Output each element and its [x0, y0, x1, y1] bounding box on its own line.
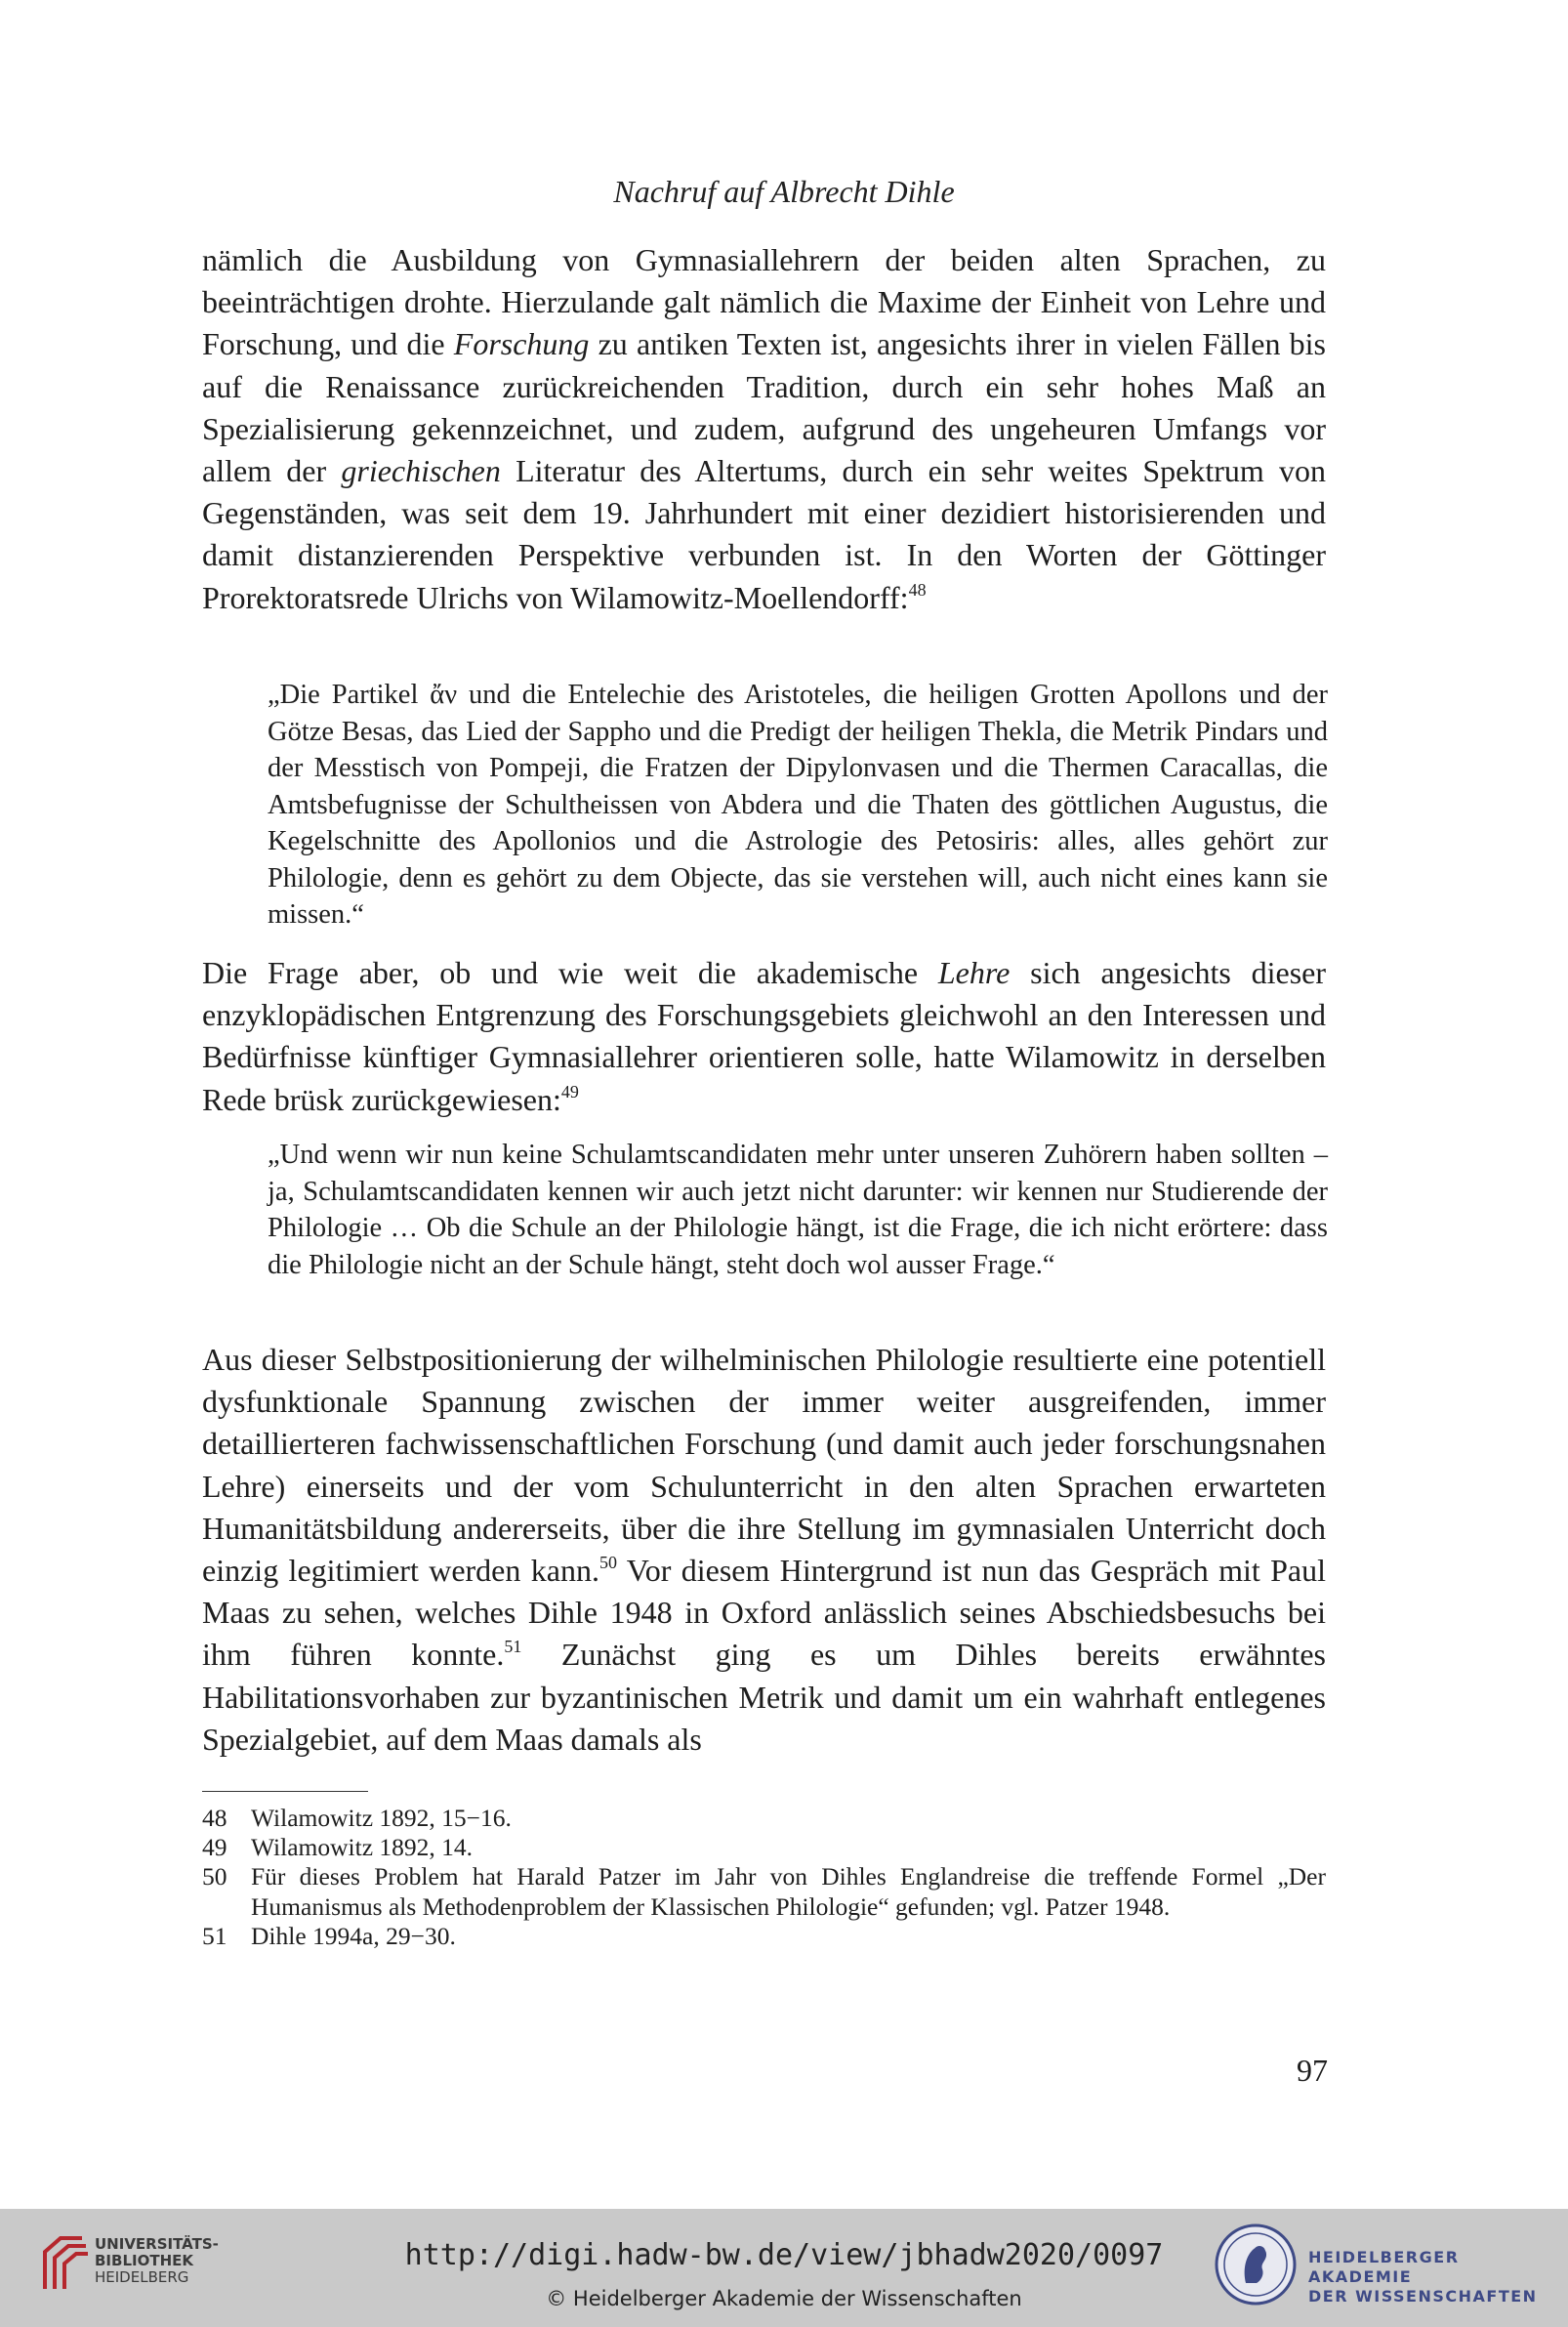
block-quote-2: „Und wenn wir nun keine Schulamtscandidaten mehr unter unseren Zuhörern haben sollten – ja, Schulamtscandidaten kennen wir auch jetzt nicht darunter: wir kennen nur Studierende der Philologie … Ob die Schule an der Philologie hängt, ist die Frage, die ich nicht erörtere: dass die Philologie nicht an der Schule hängt, steht doch wol ausser Frage.“	[268, 1140, 1328, 1280]
page-number: 97	[1297, 2053, 1328, 2088]
text-run: nämlich die Ausbildung von Gymnasiallehrern der beiden alten Sprachen, zu beeinträchtigen drohte. Hierzulande galt nämlich die Maxime der Einheit von Lehre und Forschung, und die	[202, 242, 1326, 362]
text-run: Aus dieser Selbstpositionierung der wilhelminischen Philologie resultierte eine potentiell dysfunktionale Spannung zwischen der immer weiter ausgreifenden, immer detaillierteren fachwissenschaftlichen Forschung (und damit auch jeder forschungsnahen Lehre) einerseits und der vom Schulunterricht in den alten Sprachen erwarteten Humanitätsbildung andererseits, über die ihre Stellung im gymnasialen Unterricht doch einzig legitimiert werden kann.	[202, 1342, 1326, 1589]
footnote-ref: 49	[560, 1081, 579, 1101]
block-quote-1: „Die Partikel ἄν und die Entelechie des Aristoteles, die heiligen Grotten Apollons und der Götze Besas, das Lied der Sappho und die Predigt der heiligen Thekla, die Metrik Pindars und der Messtisch von Pompeji, die Fratzen der Dipylonvasen und die Thermen Caracallas, die Amtsbefugnisse der Schultheissen von Abdera und die Thaten des göttlichen Augustus, die Kegelschnitte des Apollonios und die Astrologie des Petosiris: alles, alles gehört zur Philologie, denn es gehört zu dem Objecte, das sie verstehen will, auch nicht eines kann sie missen.“	[268, 680, 1328, 930]
footnotes	[202, 1804, 1326, 1951]
academy-line: DER WISSENSCHAFTEN	[1308, 2287, 1538, 2306]
italic-run: Forschung	[453, 326, 590, 362]
text-run: zu antiken Texten ist, angesichts ihrer in vielen Fällen bis auf die Renaissance zurückreichenden Tradition, durch ein sehr hohes Maß an Spezialisierung gekennzeichnet, und zudem, aufgrund des ungeheuren Umfangs vor allem der	[202, 326, 1327, 489]
paragraph-1	[202, 239, 1326, 619]
text-run: sich angesichts dieser enzyklopädischen Entgrenzung des Forschungsgebiets gleichwohl an den Interessen und Bedürfnisse künftiger Gymnasiallehrer orientieren solle, hatte Wilamowitz in derselben Rede brüsk zurückgewiesen:	[202, 955, 1327, 1117]
footnote-text: Wilamowitz 1892, 15−16.	[251, 1804, 512, 1832]
footnote-text: Wilamowitz 1892, 14.	[251, 1833, 474, 1862]
footnote-ref: 48	[908, 579, 927, 600]
footer-bar	[0, 2209, 1568, 2327]
footnote-item	[202, 1833, 1326, 1862]
footnote-number: 51	[202, 1921, 227, 1950]
running-header: Nachruf auf Albrecht Dihle	[613, 174, 955, 209]
academy-name	[1308, 2248, 1568, 2306]
italic-run: griechischen	[341, 453, 501, 489]
copyright-notice: © Heidelberger Akademie der Wissenschaften	[546, 2287, 1022, 2310]
footnote-ref: 50	[598, 1553, 617, 1573]
text-run: Literatur des Altertums, durch ein sehr weites Spektrum von Gegenständen, was seit dem 19. Jahrhundert mit einer dezidiert historisierenden und damit distanzierenden Perspektive verbunden ist. In den Worten der Göttinger Prorektoratsrede Ulrichs von Wilamowitz-Moellendorff:	[202, 453, 1327, 615]
ub-line: BIBLIOTHEK	[95, 2252, 193, 2269]
paragraph-2	[202, 952, 1326, 1121]
academy-seal-icon[interactable]	[1214, 2223, 1298, 2306]
footnote-text: Für dieses Problem hat Harald Patzer im Jahr von Dihles Englandreise die treffende Formel „Der Humanismus als Methodenproblem der Klassischen Philologie“ gefunden; vgl. Patzer 1948.	[251, 1862, 1326, 1921]
footnote-item	[202, 1862, 1326, 1921]
paragraph-3	[202, 1339, 1326, 1761]
footnote-text: Dihle 1994a, 29−30.	[251, 1921, 456, 1950]
footnote-divider	[202, 1791, 368, 1792]
text-run: Die Frage aber, ob und wie weit die akademische	[202, 955, 938, 990]
footnote-item	[202, 1804, 1326, 1833]
ub-line: HEIDELBERG	[95, 2268, 189, 2286]
ub-line: UNIVERSITÄTS-	[95, 2235, 219, 2253]
text-run: Vor diesem Hintergrund ist nun das Gespräch mit Paul Maas zu sehen, welches Dihle 1948 in Oxford anlässlich seines Abschiedsbesuchs bei ihm führen konnte.	[202, 1553, 1327, 1673]
academy-line: HEIDELBERGER AKADEMIE	[1308, 2248, 1460, 2286]
footnote-number: 49	[202, 1833, 227, 1862]
source-url-link[interactable]: http://digi.hadw-bw.de/view/jbhadw2020/0097	[404, 2238, 1164, 2272]
italic-run: Lehre	[937, 955, 1011, 990]
footnote-item	[202, 1922, 1326, 1951]
footnote-number: 50	[202, 1862, 227, 1891]
footnote-ref: 51	[504, 1637, 522, 1657]
footnote-number: 48	[202, 1804, 227, 1832]
text-run: Zunächst ging es um Dihles bereits erwähntes Habilitationsvorhaben zur byzantinischen Metrik und damit um ein wahrhaft entlegenes Spezialgebiet, auf dem Maas damals als	[202, 1637, 1327, 1757]
